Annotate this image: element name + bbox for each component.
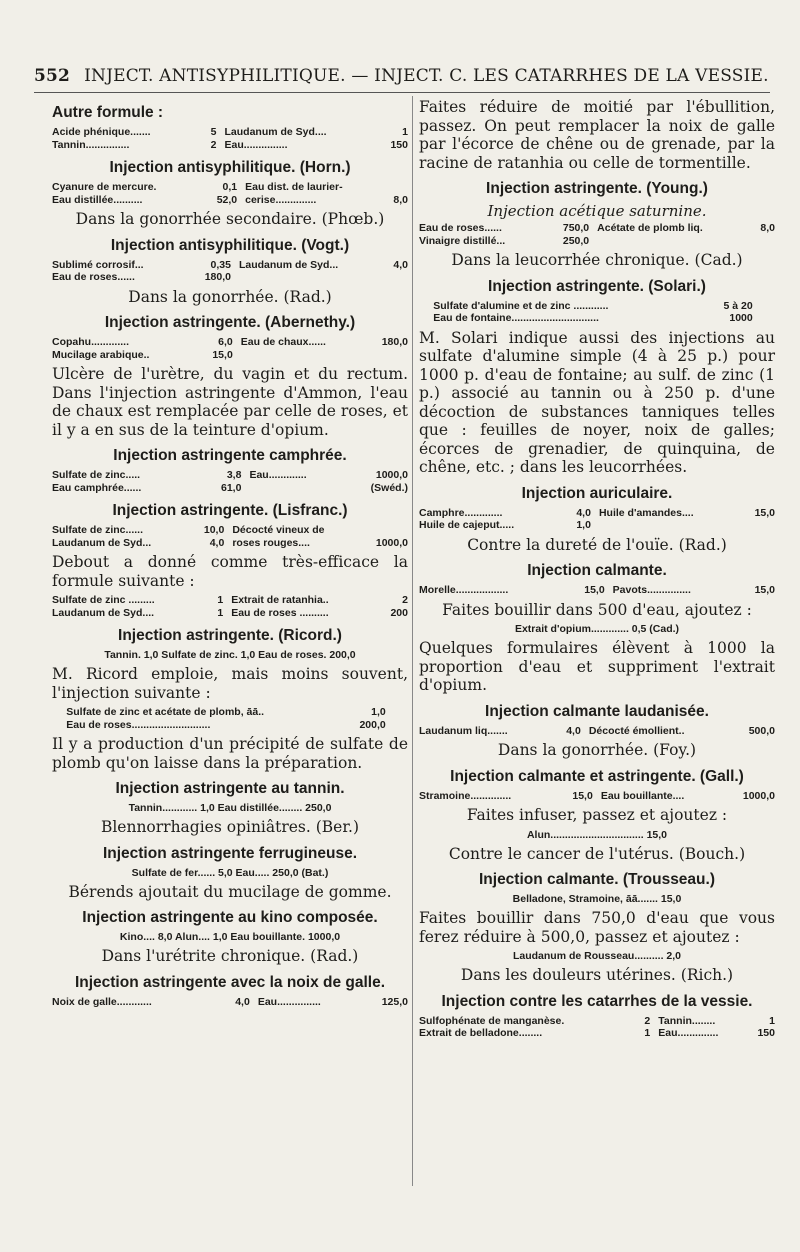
quantity: 2 — [402, 594, 408, 606]
formula-table — [419, 725, 775, 738]
quantity: 1000,0 — [375, 469, 408, 481]
ingredient: Cyanure de mercure. — [52, 181, 157, 193]
section-heading: Injection astringente au kino composée. — [82, 909, 378, 926]
ingredient: Camphre............. — [419, 506, 503, 519]
left-column — [52, 96, 408, 1012]
section-heading: Injection auriculaire. — [521, 484, 673, 502]
quantity — [369, 349, 408, 362]
formula-line: Tannin............ 1,0 Eau distillée........ 250,0 — [128, 802, 332, 814]
ingredient: Eau bouillante.... — [600, 789, 685, 802]
formula-row — [52, 607, 408, 620]
formula-row — [52, 126, 408, 139]
formula-table — [433, 300, 761, 325]
quantity: 15,0 — [212, 348, 233, 361]
ingredient: roses rouges.... — [232, 536, 310, 549]
ingredient: Eau distillée.......... — [52, 193, 143, 206]
ingredient: Eau de roses...... — [419, 222, 502, 234]
quantity: 4,0 — [576, 506, 591, 519]
right-column — [412, 96, 775, 1186]
section-subheading: Injection acétique saturnine. — [487, 202, 707, 220]
section-heading: Injection antisyphilitique. (Vogt.) — [110, 236, 350, 254]
quantity: 200 — [390, 606, 408, 619]
quantity: 15,0 — [754, 506, 775, 519]
formula-row — [52, 469, 408, 482]
paragraph: Dans les douleurs utérines. (Rich.) — [460, 966, 734, 984]
paragraph: Dans la gonorrhée secondaire. (Phœb.) — [75, 210, 385, 228]
ingredient: Eau.............. — [658, 1027, 719, 1039]
running-title: INJECT. ANTISYPHILITIQUE. — INJECT. C. LES CATARRHES DE LA VESSIE. — [84, 66, 769, 86]
paragraph: Dans la gonorrhée. (Rad.) — [128, 287, 332, 306]
paragraph: Faites réduire de moitié par l'ébullition, passez. On peut remplacer la noix de galle par l'écorce de chêne ou de grenade, par la racine de ratanhia ou celle de tormentille. — [419, 98, 775, 172]
section-heading: Injection astringente. (Ricord.) — [118, 627, 342, 644]
ingredient: cerise.............. — [245, 193, 317, 206]
quantity: 15,0 — [572, 789, 593, 802]
ingredient: Extrait de ratanhia.. — [231, 594, 329, 606]
quantity: 180,0 — [204, 271, 231, 283]
section-heading: Injection astringente. (Abernethy.) — [104, 314, 356, 331]
formula-row — [52, 259, 408, 272]
quantity: 1 — [644, 1027, 651, 1039]
formula-row — [52, 139, 408, 152]
paragraph: Ulcère de l'urètre, du vagin et du rectum. Dans l'injection astringente d'Ammon, l'eau de chaux est remplacée par celle de roses, et il y a en sus de la teinture d'opium. — [52, 365, 408, 439]
ingredient — [249, 482, 345, 495]
section-heading: Injection calmante. (Trousseau.) — [478, 871, 715, 888]
quantity: 5 à 20 — [723, 299, 753, 312]
ingredient: Acétate de plomb liq. — [597, 222, 703, 234]
formula-row — [52, 524, 408, 537]
quantity: (Swéd.) — [370, 481, 408, 494]
formula-table — [52, 469, 408, 494]
quantity — [386, 271, 408, 284]
formula-table — [52, 524, 408, 549]
quantity: 10,0 — [203, 524, 225, 536]
quantity — [363, 524, 408, 537]
ingredient: Laudanum de Syd... — [238, 258, 339, 271]
quantity: 4,0 — [566, 724, 581, 737]
section-heading: Injection astringente camphrée. — [113, 447, 347, 464]
section-heading: Injection contre les catarrhes de la vessie. — [441, 992, 753, 1010]
formula-row — [52, 271, 408, 284]
quantity: 4,0 — [209, 536, 225, 549]
quantity: 8,0 — [393, 193, 408, 206]
formula-row — [419, 790, 775, 803]
section-heading: Injection calmante et astringente. (Gall.) — [450, 767, 744, 785]
formula-row — [52, 996, 408, 1009]
section-heading: Injection astringente avec la noix de galle. — [74, 973, 386, 991]
ingredient: Huile d'amandes.... — [598, 506, 694, 519]
running-header — [34, 66, 770, 86]
ingredient — [597, 235, 753, 248]
ingredient: Eau de fontaine.............................. — [433, 312, 599, 324]
paragraph: Dans la leucorrhée chronique. (Cad.) — [451, 251, 743, 269]
formula-table — [52, 181, 408, 206]
paragraph: Quelques formulaires élèvent à 1000 la proportion d'eau et suppriment l'extrait d'opium. — [419, 639, 775, 694]
quantity: 1,0 — [576, 519, 591, 531]
ingredient: Extrait de belladone........ — [419, 1027, 543, 1039]
ingredient: Laudanum de Syd... — [52, 536, 152, 549]
quantity: 2 — [210, 138, 217, 151]
formula-line: Belladone, Stramoine, āā....... 15,0 — [512, 893, 682, 905]
formula-line: Extrait d'opium............. 0,5 (Cad.) — [514, 623, 680, 635]
formula-table — [52, 336, 408, 361]
quantity — [753, 235, 775, 248]
formula-table — [66, 706, 394, 731]
quantity: 200,0 — [359, 718, 386, 731]
formula-row — [52, 181, 408, 194]
quantity: 1000 — [729, 312, 753, 324]
paragraph: Faites bouillir dans 500 d'eau, ajoutez : — [442, 600, 752, 619]
formula-row — [419, 1015, 775, 1028]
ingredient: Eau de chaux...... — [240, 336, 326, 348]
ingredient: Copahu............. — [52, 336, 130, 348]
section-heading: Injection astringente au tannin. — [115, 780, 345, 797]
quantity: 150 — [390, 138, 408, 151]
formula-table — [52, 594, 408, 619]
ingredient: Huile de cajeput..... — [419, 519, 515, 531]
paragraph: Debout a donné comme très-efficace la formule suivante : — [52, 553, 408, 590]
quantity: 1 — [217, 606, 224, 619]
ingredient: Sulfate de zinc...... — [52, 524, 144, 536]
ingredient: Eau camphrée...... — [52, 481, 142, 494]
formula-line: Kino.... 8,0 Alun.... 1,0 Eau bouillante. 1000,0 — [119, 931, 341, 943]
formula-row — [52, 594, 408, 607]
formula-row — [419, 507, 775, 520]
ingredient: Tannin............... — [52, 138, 130, 151]
quantity: 15,0 — [754, 584, 775, 596]
ingredient: Tannin........ — [658, 1014, 716, 1027]
ingredient: Eau dist. de laurier- — [245, 181, 343, 193]
section-heading: Injection astringente. (Young.) — [486, 180, 708, 197]
formula-table — [419, 584, 775, 597]
section-heading: Injection astringente. (Solari.) — [488, 277, 706, 295]
ingredient: Sublimé corrosif... — [52, 258, 144, 271]
quantity: 1 — [402, 126, 408, 138]
ingredient: Eau............. — [249, 469, 307, 481]
formula-table — [52, 259, 408, 284]
ingredient: Stramoine.............. — [419, 789, 512, 802]
formula-row — [66, 719, 394, 732]
quantity: 180,0 — [381, 336, 408, 348]
ingredient: Eau de roses .......... — [231, 606, 329, 619]
paragraph: Contre le cancer de l'utérus. (Bouch.) — [448, 844, 746, 863]
section-heading: Injection calmante laudanisée. — [485, 702, 709, 720]
quantity: 4,0 — [393, 258, 408, 271]
paragraph: M. Solari indique aussi des injections au sulfate d'alumine simple (4 à 25 p.) pour 1000 p. d'eau de fontaine; au sulf. de zinc (1 p.) associé au tannin ou à 250 p. d'une décoction de substances tanniques telles que : feuilles de noyer, noix de galles; écorces de grenadier, de quinquina, de chêne, etc. ; dans les leucorrhées. — [419, 328, 775, 476]
quantity: 3,8 — [226, 469, 242, 481]
ingredient: Eau............... — [257, 995, 321, 1008]
ingredient: Sulfate de zinc..... — [52, 469, 141, 481]
section-heading: Injection astringente. (Lisfranc.) — [112, 502, 348, 519]
quantity: 125,0 — [381, 995, 408, 1008]
ingredient: Laudanum liq....... — [419, 724, 508, 737]
ingredient: Noix de galle............ — [52, 995, 152, 1008]
formula-table — [52, 996, 408, 1009]
ingredient: Acide phénique....... — [52, 126, 151, 138]
ingredient: Eau de roses........................... — [66, 718, 211, 731]
paragraph: Faites infuser, passez et ajoutez : — [466, 806, 728, 824]
formula-row — [52, 537, 408, 550]
formula-line: Tannin. 1,0 Sulfate de zinc. 1,0 Eau de roses. 200,0 — [104, 649, 356, 661]
section-heading: Injection astringente ferrugineuse. — [102, 844, 358, 862]
quantity: 1 — [217, 594, 224, 606]
ingredient: Décocté vineux de — [232, 524, 325, 536]
paragraph: Dans la gonorrhée. (Foy.) — [497, 741, 697, 759]
quantity: 1,0 — [371, 706, 386, 718]
quantity: 250,0 — [562, 234, 590, 247]
formula-table — [419, 222, 775, 247]
paragraph: Il y a production d'un précipité de sulfate de plomb qu'on laisse dans la préparation. — [52, 735, 408, 772]
quantity: 1000,0 — [742, 789, 775, 802]
formula-row — [52, 349, 408, 362]
paragraph: Bérends ajoutait du mucilage de gomme. — [68, 882, 392, 901]
ingredient: Décocté émollient.. — [588, 724, 685, 737]
paragraph: M. Ricord emploie, mais moins souvent, l'injection suivante : — [52, 665, 408, 702]
header-rule — [34, 92, 770, 93]
quantity — [387, 181, 408, 194]
ingredient: Sulfate d'alumine et de zinc ............ — [433, 299, 609, 312]
quantity: 0,35 — [210, 258, 231, 271]
formula-row — [419, 725, 775, 738]
quantity: 52,0 — [216, 193, 238, 206]
formula-table — [419, 1015, 775, 1040]
paragraph: Faites bouillir dans 750,0 d'eau que vous ferez réduire à 500,0, passez et ajoutez : — [419, 909, 775, 946]
ingredient: Mucilage arabique.. — [52, 348, 150, 361]
quantity: 15,0 — [584, 584, 605, 596]
ingredient: Laudanum de Syd.... — [224, 126, 327, 138]
quantity: 8,0 — [760, 222, 775, 234]
quantity: 750,0 — [562, 222, 590, 234]
section-heading: Autre formule : — [52, 104, 164, 121]
ingredient — [239, 271, 386, 284]
formula-row — [52, 482, 408, 495]
formula-row — [52, 194, 408, 207]
quantity: 2 — [644, 1014, 651, 1027]
page-number: 552 — [34, 66, 71, 86]
formula-line: Sulfate de fer...... 5,0 Eau..... 250,0 (Bat.) — [131, 866, 329, 879]
ingredient: Morelle.................. — [419, 584, 509, 596]
quantity: 1 — [769, 1014, 775, 1027]
quantity: 4,0 — [235, 995, 250, 1008]
formula-row — [66, 706, 394, 719]
quantity: 61,0 — [221, 481, 242, 494]
formula-row — [419, 1027, 775, 1040]
ingredient: Pavots............... — [612, 584, 691, 596]
quantity — [744, 519, 775, 532]
formula-table — [419, 507, 775, 532]
paragraph: Contre la dureté de l'ouïe. (Rad.) — [467, 535, 727, 554]
formula-row — [419, 519, 775, 532]
quantity: 5 — [210, 126, 217, 138]
formula-line: Laudanum de Rousseau.......... 2,0 — [512, 950, 682, 962]
ingredient — [241, 349, 369, 362]
ingredient: Sulfophénate de manganèse. — [419, 1014, 565, 1027]
formula-line: Alun................................ 15,0 — [526, 828, 668, 841]
paragraph: Blennorrhagies opiniâtres. (Ber.) — [100, 818, 360, 836]
quantity: 150 — [757, 1027, 775, 1039]
formula-row — [419, 222, 775, 235]
ingredient: Eau de roses...... — [52, 271, 135, 283]
quantity: 1000,0 — [375, 536, 408, 549]
ingredient: Sulfate de zinc ......... — [52, 594, 155, 606]
paragraph: Dans l'urétrite chronique. (Rad.) — [101, 947, 359, 965]
quantity: 0,1 — [222, 181, 238, 193]
ingredient: Vinaigre distillé... — [419, 234, 506, 247]
ingredient — [599, 519, 744, 532]
formula-row — [433, 312, 761, 325]
formula-row — [419, 235, 775, 248]
ingredient: Eau............... — [224, 138, 288, 151]
quantity: 6,0 — [218, 336, 233, 348]
quantity: 500,0 — [748, 724, 775, 737]
formula-table — [52, 126, 408, 151]
formula-row — [433, 300, 761, 313]
section-heading: Injection calmante. — [527, 562, 667, 579]
section-heading: Injection antisyphilitique. (Horn.) — [109, 159, 351, 176]
ingredient: Laudanum de Syd.... — [52, 606, 155, 619]
formula-row — [419, 584, 775, 597]
formula-table — [419, 790, 775, 803]
ingredient: Sulfate de zinc et acétate de plomb, āā.. — [66, 706, 265, 718]
formula-row — [52, 336, 408, 349]
